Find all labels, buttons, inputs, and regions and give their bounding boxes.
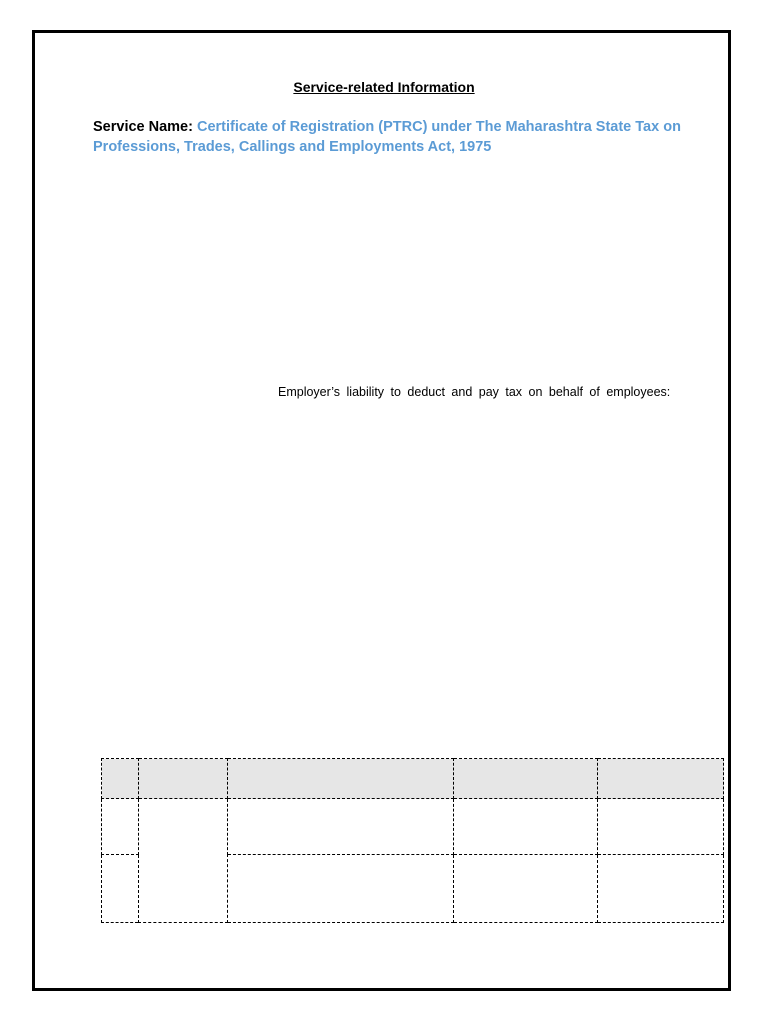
table-cell: [102, 799, 139, 855]
table-header-row: [102, 759, 724, 799]
employer-liability-text: Employer’s liability to deduct and pay tax on behalf of employees:: [278, 385, 671, 399]
table-cell: [102, 855, 139, 923]
table-header-cell: [598, 759, 724, 799]
table-cell: [454, 799, 598, 855]
table-header-cell: [102, 759, 139, 799]
document-title: Service-related Information: [293, 79, 475, 95]
table-cell: [228, 799, 454, 855]
service-table: [101, 758, 724, 923]
table-row: [102, 799, 724, 855]
table-cell: [598, 855, 724, 923]
table-cell: [228, 855, 454, 923]
service-name-label: Service Name:: [93, 119, 193, 135]
table-cell: [598, 799, 724, 855]
table-merged-cell: [139, 799, 228, 923]
service-name-line: [93, 117, 713, 157]
service-name-value: Certificate of Registration (PTRC) under The Maharashtra State Tax on Professions, Trades, Callings and Employments Act, 1975: [93, 119, 681, 155]
table-header-cell: [454, 759, 598, 799]
table-header-cell: [139, 759, 228, 799]
table-cell: [454, 855, 598, 923]
table-header-cell: [228, 759, 454, 799]
